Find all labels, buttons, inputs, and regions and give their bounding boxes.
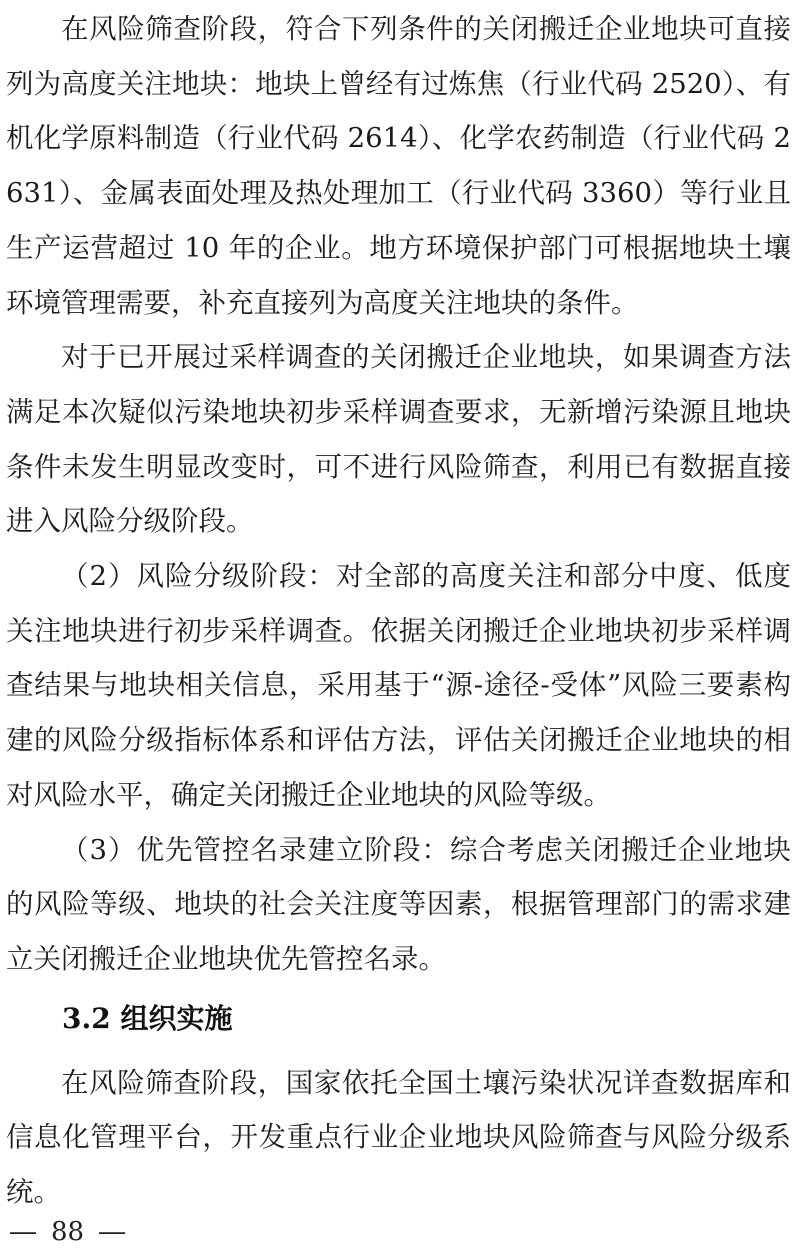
footer-dash-left: — [8, 1217, 38, 1247]
paragraph-priority-control-list-stage: （3）优先管控名录建立阶段：综合考虑关闭搬迁企业地块的风险等级、地块的社会关注度等因素，根据管理部门的需求建立关闭搬迁企业地块优先管控名录。 [6, 833, 791, 975]
paragraph-risk-grading-stage: （2）风险分级阶段：对全部的高度关注和部分中度、低度关注地块进行初步采样调查。依据关闭搬迁企业地块初步采样调查结果与地块相关信息，采用基于“源-途径-受体”风险三要素构建的风险分级指标体系和评估方法，评估关闭搬迁企业地块的相对风险水平，确定关闭搬迁企业地块的风险等级。 [6, 560, 791, 811]
paragraph-risk-screening-criteria: 在风险筛查阶段，符合下列条件的关闭搬迁企业地块可直接列为高度关注地块：地块上曾经有过炼焦（行业代码 2520）、有机化学原料制造（行业代码 2614）、化学农药制造（行业代码 2631）、金属表面处理及热处理加工（行业代码 3360）等行业且生产运营超过 10 年的企业。地方环境保护部门可根据地块土壤环境管理需要，补充直接列为高度关注地块的条件。 [6, 13, 791, 319]
section-heading-3-2: 3.2 组织实施 [62, 1001, 233, 1035]
paragraph-organization-implementation: 在风险筛查阶段，国家依托全国土壤污染状况详查数据库和信息化管理平台，开发重点行业企业地块风险筛查与风险分级系统。 [6, 1066, 791, 1209]
paragraph-sampled-parcels: 对于已开展过采样调查的关闭搬迁企业地块，如果调查方法满足本次疑似污染地块初步采样调查要求，无新增污染源且地块条件未发生明显改变时，可不进行风险筛查，利用已有数据直接进入风险分级阶段。 [6, 341, 791, 538]
footer-dash-right: — [97, 1217, 127, 1247]
page-footer [10, 1217, 125, 1247]
page-number: 88 [51, 1217, 85, 1247]
